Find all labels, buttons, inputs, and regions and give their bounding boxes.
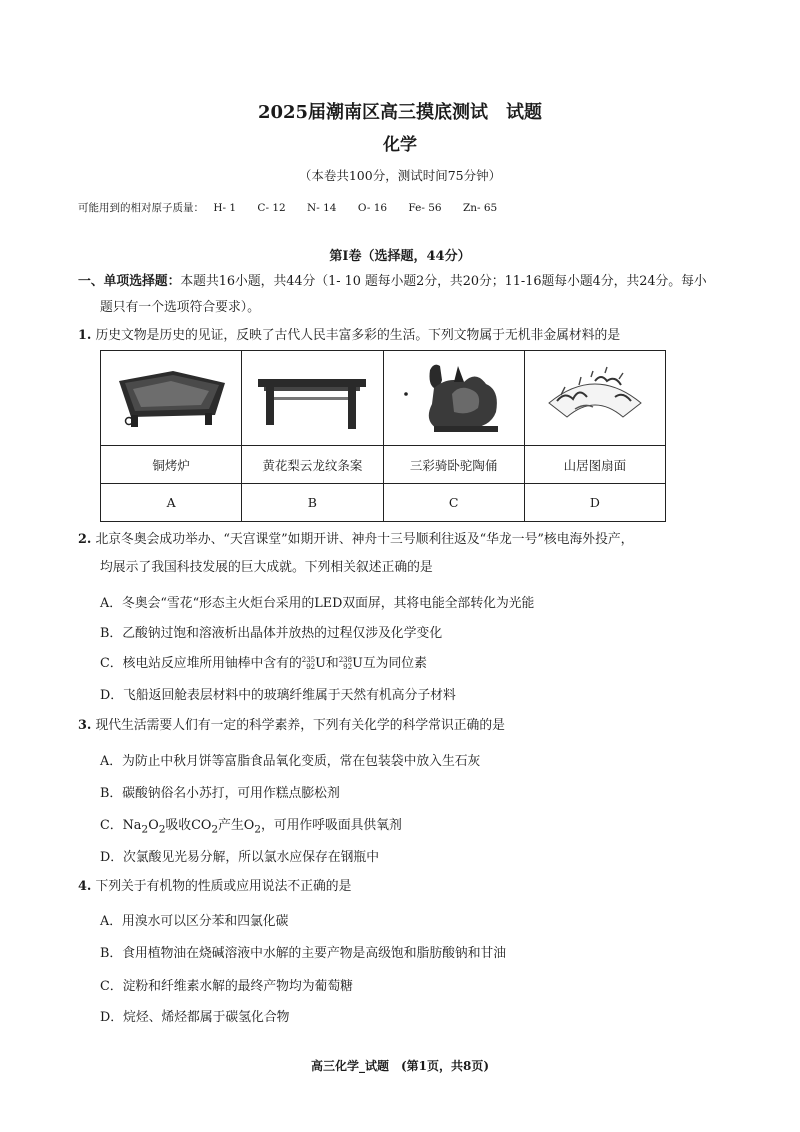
atomic-masses-label: 可能用到的相对原子质量： xyxy=(78,202,204,214)
section-intro-line1: 本题共16小题，共44分（1- 10 题每小题2分，共20分；11-16题每小题4分，共24分。每小 xyxy=(180,274,707,289)
question-4-stem xyxy=(78,877,728,897)
artifact-name-c: 三彩骑卧驼陶俑 xyxy=(383,446,524,484)
artifact-image-b xyxy=(242,351,383,446)
mass-n: N- 14 xyxy=(307,202,337,214)
isotope-u238-mass: 238 xyxy=(338,655,353,664)
isotope-u235-mass: 235 xyxy=(301,655,316,664)
question-2-option-a: A．冬奥会“雪花“形态主火炬台采用的LED双面屏，其将电能全部转化为光能 xyxy=(100,596,535,611)
atomic-masses xyxy=(78,200,515,215)
question-3-text: 现代生活需要人们有一定的科学素养，下列有关化学的科学常识正确的是 xyxy=(95,718,505,733)
question-3-option-c xyxy=(100,814,402,836)
artifact-option-b: B xyxy=(242,484,383,522)
artifact-option-a: A xyxy=(101,484,242,522)
question-2-option-c-prefix: C．核电站反应堆所用铀棒中含有的 xyxy=(100,656,302,671)
question-1-stem xyxy=(78,326,718,346)
option-c-sub3: 2 xyxy=(211,822,219,836)
question-2-text-line1: 北京冬奥会成功举办、“天宫课堂”如期开讲、神舟十三号顺利往返及“华龙一号”核电海外投产， xyxy=(95,532,634,547)
section-intro-line2: 题只有一个选项符合要求）。 xyxy=(100,300,260,315)
artifact-name-a: 铜烤炉 xyxy=(101,446,242,484)
question-4-option-a: A．用溴水可以区分苯和四氯化碳 xyxy=(100,914,289,929)
artifact-option-c: C xyxy=(383,484,524,522)
option-c-part2: O xyxy=(148,818,159,833)
camel-figurine-image xyxy=(394,354,514,440)
artifact-image-d xyxy=(524,351,665,446)
exam-note: （本卷共100分，测试时间75分钟） xyxy=(298,168,502,183)
section-intro-label: 一、单项选择题： xyxy=(78,274,181,289)
exam-title: 2025届潮南区高三摸底测试 试题 xyxy=(257,102,543,123)
artifact-table xyxy=(100,350,666,522)
fan-painting-image xyxy=(535,357,655,437)
artifact-name-b: 黄花梨云龙纹条案 xyxy=(242,446,383,484)
question-3-option-a: A．为防止中秋月饼等富脂食品氧化变质，常在包装袋中放入生石灰 xyxy=(100,754,481,769)
section-title: 第Ⅰ卷（选择题，44分） xyxy=(329,249,471,264)
option-c-part4: 产生O xyxy=(218,818,255,833)
question-1-number: 1. xyxy=(78,328,92,343)
option-c-part5: ，可用作呼吸面具供氧剂 xyxy=(261,818,402,833)
mass-fe: Fe- 56 xyxy=(408,202,442,214)
artifact-image-c xyxy=(383,351,524,446)
option-c-sub4: 2 xyxy=(254,822,262,836)
question-2-stem xyxy=(78,530,728,550)
option-c-sub2: 2 xyxy=(158,822,166,836)
question-2-option-c-mid: U和 xyxy=(315,656,339,671)
copper-stove-image xyxy=(111,357,231,437)
question-2-option-c xyxy=(100,652,427,671)
mass-zn: Zn- 65 xyxy=(462,202,498,214)
page-footer: 高三化学_试题 (第1页，共8页) xyxy=(310,1059,490,1073)
isotope-u235-number: 92 xyxy=(306,662,316,671)
section-intro xyxy=(78,272,718,292)
question-3-option-b: B．碳酸钠俗名小苏打，可用作糕点膨松剂 xyxy=(100,786,340,801)
option-c-part3: 吸收CO xyxy=(165,818,212,833)
question-2-option-d: D．飞船返回舱表层材料中的玻璃纤维属于天然有机高分子材料 xyxy=(100,688,456,703)
question-1-text: 历史文物是历史的见证，反映了古代人民丰富多彩的生活。下列文物属于无机非金属材料的是 xyxy=(95,328,621,343)
mass-o: O- 16 xyxy=(357,202,388,214)
exam-subject: 化学 xyxy=(383,135,417,155)
question-4-number: 4. xyxy=(78,879,92,894)
option-c-sub1: 2 xyxy=(141,822,149,836)
isotope-u238-number: 92 xyxy=(343,662,353,671)
question-2-number: 2. xyxy=(78,532,92,547)
long-table-image xyxy=(252,357,372,437)
question-4-option-b: B．食用植物油在烧碱溶液中水解的主要产物是高级饱和脂肪酸钠和甘油 xyxy=(100,946,507,961)
question-3-stem xyxy=(78,716,728,736)
isotope-u235-label xyxy=(302,657,315,671)
question-2-option-b: B．乙酸钠过饱和溶液析出晶体并放热的过程仅涉及化学变化 xyxy=(100,626,443,641)
isotope-u238-label xyxy=(339,657,352,671)
option-c-part1: C．Na xyxy=(100,818,142,833)
question-3-number: 3. xyxy=(78,718,92,733)
question-4-option-c: C．淀粉和纤维素水解的最终产物均为葡萄糖 xyxy=(100,979,353,994)
question-2-text-line2: 均展示了我国科技发展的巨大成就。下列相关叙述正确的是 xyxy=(100,560,433,575)
question-4-option-d: D．烷烃、烯烃都属于碳氢化合物 xyxy=(100,1010,290,1025)
mass-h: H- 1 xyxy=(213,202,237,214)
artifact-option-d: D xyxy=(524,484,665,522)
question-4-text: 下列关于有机物的性质或应用说法不正确的是 xyxy=(95,879,352,894)
artifact-image-a xyxy=(101,351,242,446)
question-2-option-c-suffix: U互为同位素 xyxy=(352,656,427,671)
artifact-name-d: 山居图扇面 xyxy=(524,446,665,484)
mass-c: C- 12 xyxy=(257,202,286,214)
question-3-option-d: D．次氯酸见光易分解，所以氯水应保存在钢瓶中 xyxy=(100,850,379,865)
